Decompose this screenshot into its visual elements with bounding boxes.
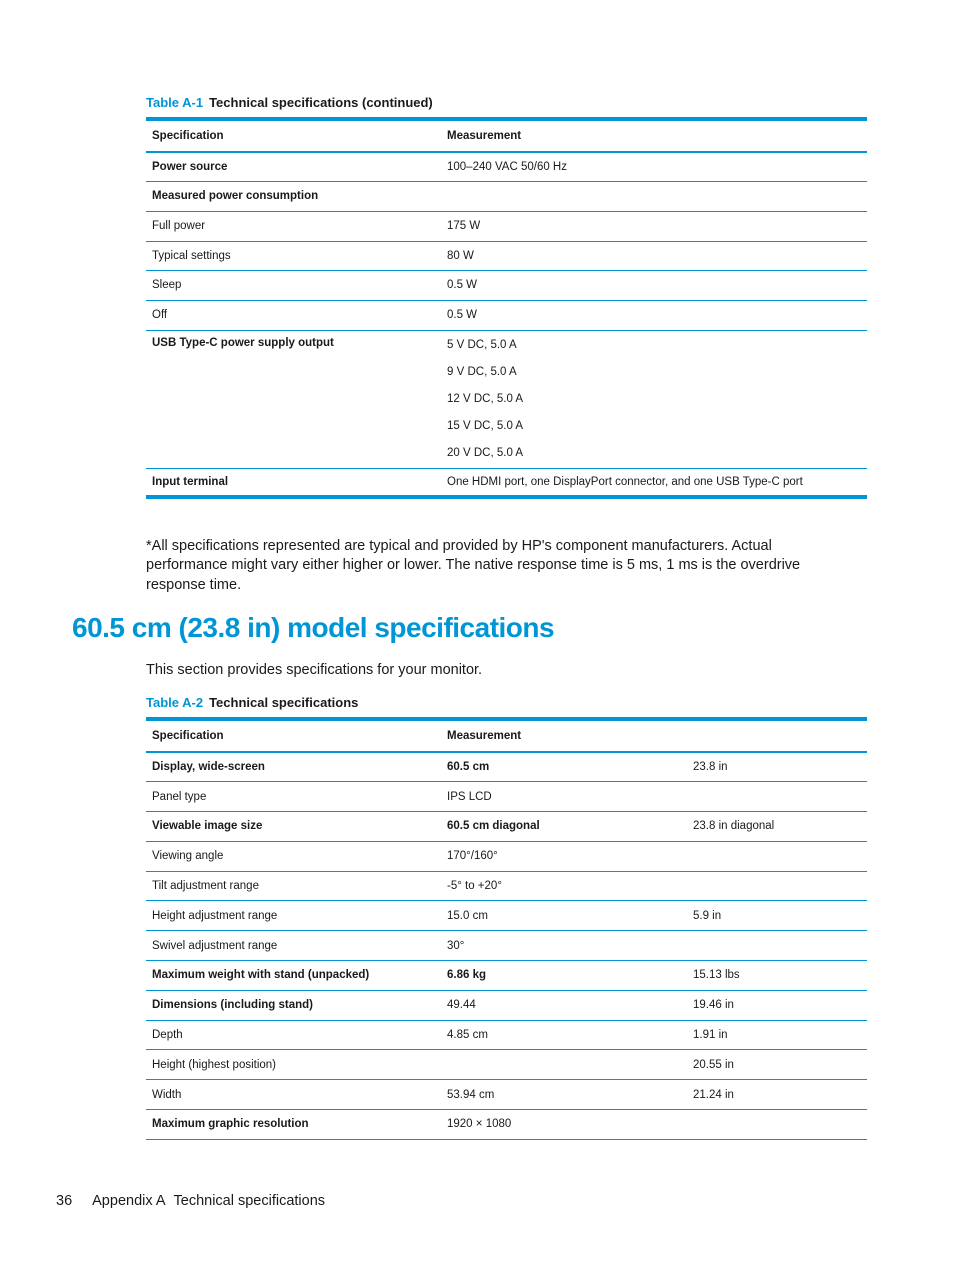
- row-imperial-value: 15.13 lbs: [693, 969, 740, 982]
- usb-output-value: 9 V DC, 5.0 A: [447, 365, 517, 378]
- footer-chapter-title: Technical specifications: [173, 1193, 326, 1209]
- table-row: [146, 782, 867, 812]
- table-row: [146, 300, 867, 330]
- row-label: Full power: [152, 220, 206, 232]
- row-label: Maximum graphic resolution: [152, 1118, 309, 1131]
- table-a2: [146, 717, 867, 1140]
- header-measurement: Measurement: [447, 730, 522, 742]
- row-metric-value: 60.5 cm diagonal: [447, 820, 540, 833]
- header-measurement: Measurement: [447, 130, 522, 142]
- row-label: Display, wide-screen: [152, 761, 265, 774]
- table-row: [146, 812, 867, 842]
- row-imperial-value: 23.8 in diagonal: [693, 820, 775, 833]
- row-label: Panel type: [152, 790, 207, 803]
- row-metric-value: [441, 1050, 687, 1080]
- table-a1-caption: [146, 95, 433, 110]
- row-label: Swivel adjustment range: [152, 939, 278, 952]
- row-imperial-value: 20.55 in: [693, 1058, 734, 1071]
- table-row: [146, 181, 867, 211]
- table-row: [146, 152, 867, 181]
- row-label: USB Type-C power supply output: [152, 336, 334, 349]
- table-row: [146, 990, 867, 1020]
- table-a1-title: Technical specifications (continued): [209, 95, 433, 110]
- row-label: Tilt adjustment range: [152, 880, 259, 893]
- row-label: Width: [152, 1088, 182, 1101]
- table-row: [146, 961, 867, 991]
- row-imperial-value: 1.91 in: [693, 1029, 728, 1042]
- table-a1-number: Table A-1: [146, 95, 204, 110]
- row-value: One HDMI port, one DisplayPort connector, and one USB Type-C port: [447, 475, 803, 488]
- row-label: Off: [152, 309, 168, 321]
- row-value: [441, 330, 867, 468]
- footer-chapter: Appendix A: [92, 1193, 166, 1209]
- page-footer: [56, 1193, 345, 1209]
- header-specification: Specification: [152, 730, 224, 742]
- row-value: 175 W: [447, 220, 481, 232]
- table-row: [146, 270, 867, 300]
- row-metric-value: IPS LCD: [447, 790, 492, 803]
- table-a2-caption: [146, 695, 358, 710]
- table-row: [146, 901, 867, 931]
- row-metric-value: 30°: [447, 939, 465, 952]
- row-imperial-value: [687, 782, 867, 812]
- table-row: [146, 931, 867, 961]
- row-imperial-value: 5.9 in: [693, 909, 722, 922]
- row-label: Height (highest position): [152, 1058, 277, 1071]
- header-imperial: [687, 719, 867, 752]
- table-header-row: [146, 719, 867, 752]
- table-row: [146, 468, 867, 497]
- table-row: [146, 871, 867, 901]
- table-row: [146, 211, 867, 241]
- section-intro: This section provides specifications for your monitor.: [146, 662, 483, 678]
- row-label: Viewing angle: [152, 850, 224, 863]
- row-imperial-value: 21.24 in: [693, 1088, 734, 1101]
- table-row: [146, 1020, 867, 1050]
- row-metric-value: -5° to +20°: [447, 880, 502, 893]
- table-a2-title: Technical specifications: [209, 695, 359, 710]
- row-value: 80 W: [447, 249, 474, 262]
- table-row: [146, 1110, 867, 1140]
- table-row: [146, 841, 867, 871]
- row-metric-value: 170°/160°: [447, 850, 498, 863]
- row-label: Power source: [152, 160, 228, 173]
- row-metric-value: 4.85 cm: [447, 1029, 488, 1042]
- row-metric-value: 53.94 cm: [447, 1088, 495, 1101]
- usb-output-value: 12 V DC, 5.0 A: [447, 392, 524, 405]
- row-metric-value: 60.5 cm: [447, 761, 490, 774]
- row-imperial-value: [687, 871, 867, 901]
- table-a1: [146, 117, 867, 499]
- row-label: Depth: [152, 1029, 183, 1042]
- row-metric-value: 15.0 cm: [447, 909, 488, 922]
- row-label: Measured power consumption: [152, 190, 319, 202]
- table-a2-number: Table A-2: [146, 695, 204, 710]
- row-value: [441, 181, 867, 211]
- section-title: 60.5 cm (23.8 in) model specifications: [72, 612, 555, 643]
- usb-output-value: 15 V DC, 5.0 A: [447, 419, 524, 432]
- row-label: Maximum weight with stand (unpacked): [152, 969, 370, 982]
- row-metric-value: 6.86 kg: [447, 969, 486, 982]
- page-number: 36: [56, 1193, 73, 1209]
- row-metric-value: 1920 × 1080: [447, 1118, 512, 1131]
- row-imperial-value: 23.8 in: [693, 761, 728, 774]
- row-imperial-value: [687, 931, 867, 961]
- row-value: 0.5 W: [447, 309, 478, 321]
- row-label: Sleep: [152, 279, 182, 291]
- table-header-row: [146, 119, 867, 152]
- row-imperial-value: [687, 1110, 867, 1140]
- usb-output-value: 20 V DC, 5.0 A: [447, 446, 524, 459]
- row-label: Viewable image size: [152, 820, 263, 833]
- row-label: Input terminal: [152, 475, 229, 488]
- row-value: 0.5 W: [447, 279, 478, 291]
- row-imperial-value: 19.46 in: [693, 999, 734, 1012]
- table-row: [146, 1080, 867, 1110]
- usb-output-value: 5 V DC, 5.0 A: [447, 338, 517, 351]
- row-label: Dimensions (including stand): [152, 999, 314, 1012]
- row-label: Height adjustment range: [152, 909, 278, 922]
- row-label: Typical settings: [152, 249, 231, 262]
- header-specification: Specification: [152, 130, 224, 142]
- row-imperial-value: [687, 841, 867, 871]
- table-row: [146, 330, 867, 468]
- row-value: 100–240 VAC 50/60 Hz: [447, 160, 567, 173]
- table-row: [146, 752, 867, 782]
- specifications-note: *All specifications represented are typical and provided by HP's component manufacturers. Actual performance might vary either higher or lower. The native response time is 5 ms, 1 ms is the overdrive response time.: [146, 538, 801, 593]
- table-row: [146, 1050, 867, 1080]
- row-metric-value: 49.44: [447, 999, 476, 1012]
- table-row: [146, 241, 867, 270]
